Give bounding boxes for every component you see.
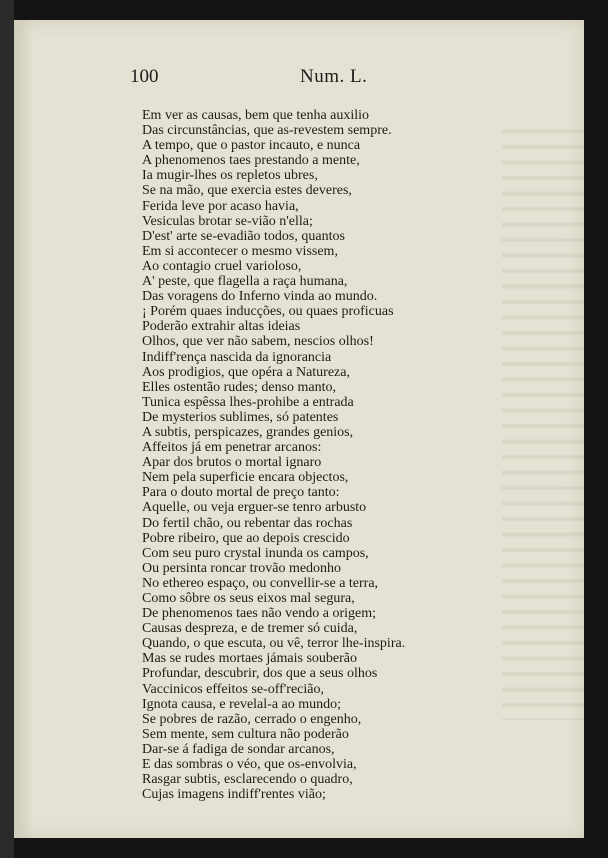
scanner-edge xyxy=(0,0,14,858)
verse-line: E das sombras o véo, que os-envolvia, xyxy=(142,757,357,773)
verse-line: Vaccinicos effeitos se-off'recião, xyxy=(142,681,324,697)
verse-line: A subtis, perspicazes, grandes genios, xyxy=(142,424,354,440)
verse-line: Ou persinta roncar trovão medonho xyxy=(142,560,342,576)
verse-line: Em si accontecer o mesmo vissem, xyxy=(142,243,338,259)
verse-line: Elles ostentão rudes; denso manto, xyxy=(142,379,337,395)
verse-line: Sem mente, sem cultura não poderão xyxy=(142,726,349,742)
verse-line: ¡ Porém quaes inducções, ou quaes proficuas xyxy=(142,304,394,320)
page-gutter-shadow xyxy=(14,20,34,838)
verse-line: Das circunstâncias, que as-revestem sempre. xyxy=(142,123,392,139)
poem-body xyxy=(142,108,582,802)
verse-line: Cujas imagens indiff'rentes vião; xyxy=(142,787,326,803)
verse-line: Como sôbre os seus eixos mal segura, xyxy=(142,591,355,606)
verse-line: A phenomenos taes prestando a mente, xyxy=(142,153,360,169)
verse-line: Ao contagio cruel varioloso, xyxy=(142,258,302,274)
verse-line: Rasgar subtis, esclarecendo o quadro, xyxy=(142,772,353,788)
verse-line: Para o douto mortal de preço tanto: xyxy=(142,485,340,501)
verse-line: Pobre ribeiro, que ao depois crescido xyxy=(142,530,350,546)
verse-line: Mas se rudes mortaes jámais souberão xyxy=(142,651,357,667)
verse-line: Ignota causa, e revelal-a ao mundo; xyxy=(142,696,342,712)
verse-line: Dar-se á fadiga de sondar arcanos, xyxy=(142,741,335,757)
verse-line: Vesiculas brotar se-vião n'ella; xyxy=(142,213,313,229)
running-head: Num. L. xyxy=(300,66,368,87)
verse-line: Se na mão, que exercia estes deveres, xyxy=(142,183,352,199)
verse-line: Ia mugir-lhes os repletos ubres, xyxy=(142,168,318,184)
verse-line: Aos prodigios, que opéra a Natureza, xyxy=(142,364,350,380)
verse-line: No ethereo espaço, ou convellir-se a terra, xyxy=(142,575,379,591)
verse-line: De mysterios sublimes, só patentes xyxy=(142,409,339,425)
verse-line: Quando, o que escuta, ou vê, terror lhe-inspira. xyxy=(142,636,406,652)
verse-line: Indiff'rença nascida da ignorancia xyxy=(142,349,332,365)
verse-line: D'est' arte se-evadião todos, quantos xyxy=(142,228,345,244)
page-header xyxy=(130,66,390,92)
verse-line: A' peste, que flagella a raça humana, xyxy=(142,274,348,290)
verse-line: Profundar, descubrir, dos que a seus olhos xyxy=(142,666,378,682)
verse-line: Nem pela superficie encara objectos, xyxy=(142,470,349,486)
verse-line: Em ver as causas, bem que tenha auxilio xyxy=(142,108,370,123)
verse-line: Affeitos já em penetrar arcanos: xyxy=(142,440,322,456)
verse-line: De phenomenos taes não vendo a origem; xyxy=(142,606,377,622)
verse-line: Ferida leve por acaso havia, xyxy=(142,198,299,214)
verse-line: Apar dos brutos o mortal ignaro xyxy=(142,455,322,471)
verse-line: Do fertil chão, ou rebentar das rochas xyxy=(142,515,353,531)
verse-line: Poderão extrahir altas ideias xyxy=(142,319,301,335)
verse-line: Aquelle, ou veja erguer-se tenro arbusto xyxy=(142,500,367,516)
page-number: 100 xyxy=(130,66,159,87)
verse-line: Se pobres de razão, cerrado o engenho, xyxy=(142,711,362,727)
verse-line: Com seu puro crystal inunda os campos, xyxy=(142,545,369,561)
verse-line: Tunica espêssa lhes-prohibe a entrada xyxy=(142,394,354,410)
verse-line: Causas despreza, e de tremer só cuida, xyxy=(142,621,358,637)
verse-line: Das voragens do Inferno vinda ao mundo. xyxy=(142,289,378,305)
verse-line: A tempo, que o pastor incauto, e nunca xyxy=(142,138,361,154)
verse-line: Olhos, que ver não sabem, nescios olhos! xyxy=(142,334,374,350)
